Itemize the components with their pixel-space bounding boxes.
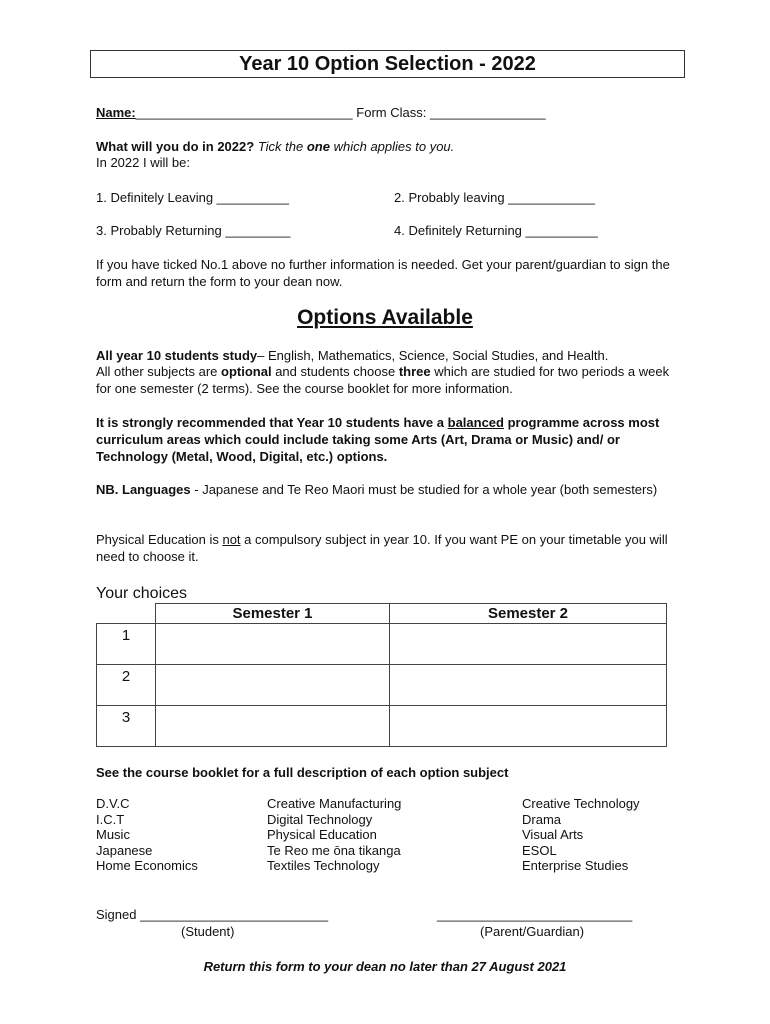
list-item: Japanese (96, 842, 153, 858)
question-line (96, 138, 454, 155)
languages-para (96, 481, 684, 498)
optional-text-3: which are studied for two periods a week for one semester (2 terms). See the course booklet for more information. (96, 364, 670, 396)
list-item: Te Reo me ōna tikanga (267, 842, 401, 858)
list-item: Creative Manufacturing (267, 796, 402, 811)
options-heading: Options Available (297, 306, 473, 329)
will-be-text: In 2022 I will be: (96, 155, 190, 170)
row-number: 2 (97, 665, 156, 706)
list-item: ESOL (522, 842, 557, 858)
footer-note: Return this form to your dean no later than 27 August 2021 (203, 959, 567, 974)
table-row (97, 624, 667, 665)
table-row (97, 706, 667, 747)
not-word: not (222, 532, 241, 547)
pe-text-1: Physical Education is (96, 532, 219, 547)
balanced-word: balanced (447, 415, 504, 430)
list-item: Textiles Technology (267, 858, 380, 874)
choice-definitely-leaving: 1. Definitely Leaving __________ (96, 190, 289, 205)
recommend-para (96, 414, 684, 465)
list-item: Creative Technology (522, 796, 640, 811)
parent-caption: (Parent/Guardian) (480, 924, 585, 939)
parent-signature-line: ___________________________ (437, 907, 633, 922)
booklet-note: See the course booklet for a full description of each option subject (96, 765, 509, 780)
optional-para (96, 363, 684, 397)
pe-para (96, 531, 684, 565)
recommend-text-2: programme across most curriculum areas which could include taking some Arts (Art, Drama or Music) and/ or Technology (Metal, Wood, Digital, etc.) options. (96, 415, 660, 464)
semester-1-cell[interactable] (156, 624, 390, 665)
student-signature-line: Signed __________________________ (96, 907, 329, 922)
tick-text-2: which applies to you. (333, 139, 455, 154)
optional-text-1: All other subjects are (96, 364, 218, 379)
question-lead: What will you do in 2022? (96, 139, 255, 154)
list-item: Digital Technology (267, 811, 373, 827)
pe-text-2: a compulsory subject in year 10. If you want PE on your timetable you will need to choose it. (96, 532, 668, 564)
name-label: Name: (96, 105, 136, 120)
subjects-col-3 (522, 796, 640, 874)
page-title: Year 10 Option Selection - 2022 (90, 50, 685, 78)
list-item: I.C.T (96, 811, 125, 827)
student-caption: (Student) (181, 924, 235, 939)
header-spacer (97, 604, 156, 624)
semester-1-cell[interactable] (156, 706, 390, 747)
choice-probably-returning: 3. Probably Returning _________ (96, 223, 291, 238)
list-item: D.V.C (96, 796, 130, 811)
recommend-text-1: It is strongly recommended that Year 10 students have a (96, 415, 444, 430)
optional-word: optional (221, 364, 272, 379)
list-item: Drama (522, 811, 562, 827)
semester-2-cell[interactable] (390, 624, 667, 665)
list-item: Music (96, 827, 130, 843)
semester-1-cell[interactable] (156, 665, 390, 706)
languages-rest: - Japanese and Te Reo Maori must be studied for a whole year (both semesters) (194, 482, 658, 497)
form-class-field: Form Class: ________________ (356, 105, 546, 120)
ticked-note: If you have ticked No.1 above no further information is needed. Get your parent/guardian to sign the form and return the form to your dean now. (96, 257, 670, 289)
subjects-col-2 (267, 796, 401, 874)
row-number: 1 (97, 624, 156, 665)
semester-1-header: Semester 1 (156, 604, 390, 624)
table-header-row (97, 604, 667, 624)
choice-probably-leaving: 2. Probably leaving ____________ (394, 190, 595, 205)
all-study-bold: All year 10 students study (96, 348, 258, 363)
semester-2-cell[interactable] (390, 665, 667, 706)
list-item: Home Economics (96, 858, 198, 874)
semester-2-cell[interactable] (390, 706, 667, 747)
tick-one: one (306, 139, 330, 154)
list-item: Physical Education (267, 827, 377, 843)
row-number: 3 (97, 706, 156, 747)
choices-table (96, 603, 667, 747)
three-word: three (398, 364, 431, 379)
subjects-col-1 (96, 796, 198, 874)
semester-2-header: Semester 2 (390, 604, 667, 624)
list-item: Visual Arts (522, 827, 584, 843)
choice-definitely-returning: 4. Definitely Returning __________ (394, 223, 598, 238)
all-study-para (96, 347, 684, 364)
table-row (97, 665, 667, 706)
name-row (96, 104, 546, 121)
list-item: Enterprise Studies (522, 858, 629, 874)
name-blank: ______________________________ (135, 105, 353, 120)
languages-bold: NB. Languages (96, 482, 191, 497)
optional-text-2: and students choose (275, 364, 396, 379)
tick-text-1: Tick the (257, 139, 304, 154)
your-choices-label: Your choices (96, 585, 188, 602)
all-study-rest: – English, Mathematics, Science, Social Studies, and Health. (257, 348, 609, 363)
